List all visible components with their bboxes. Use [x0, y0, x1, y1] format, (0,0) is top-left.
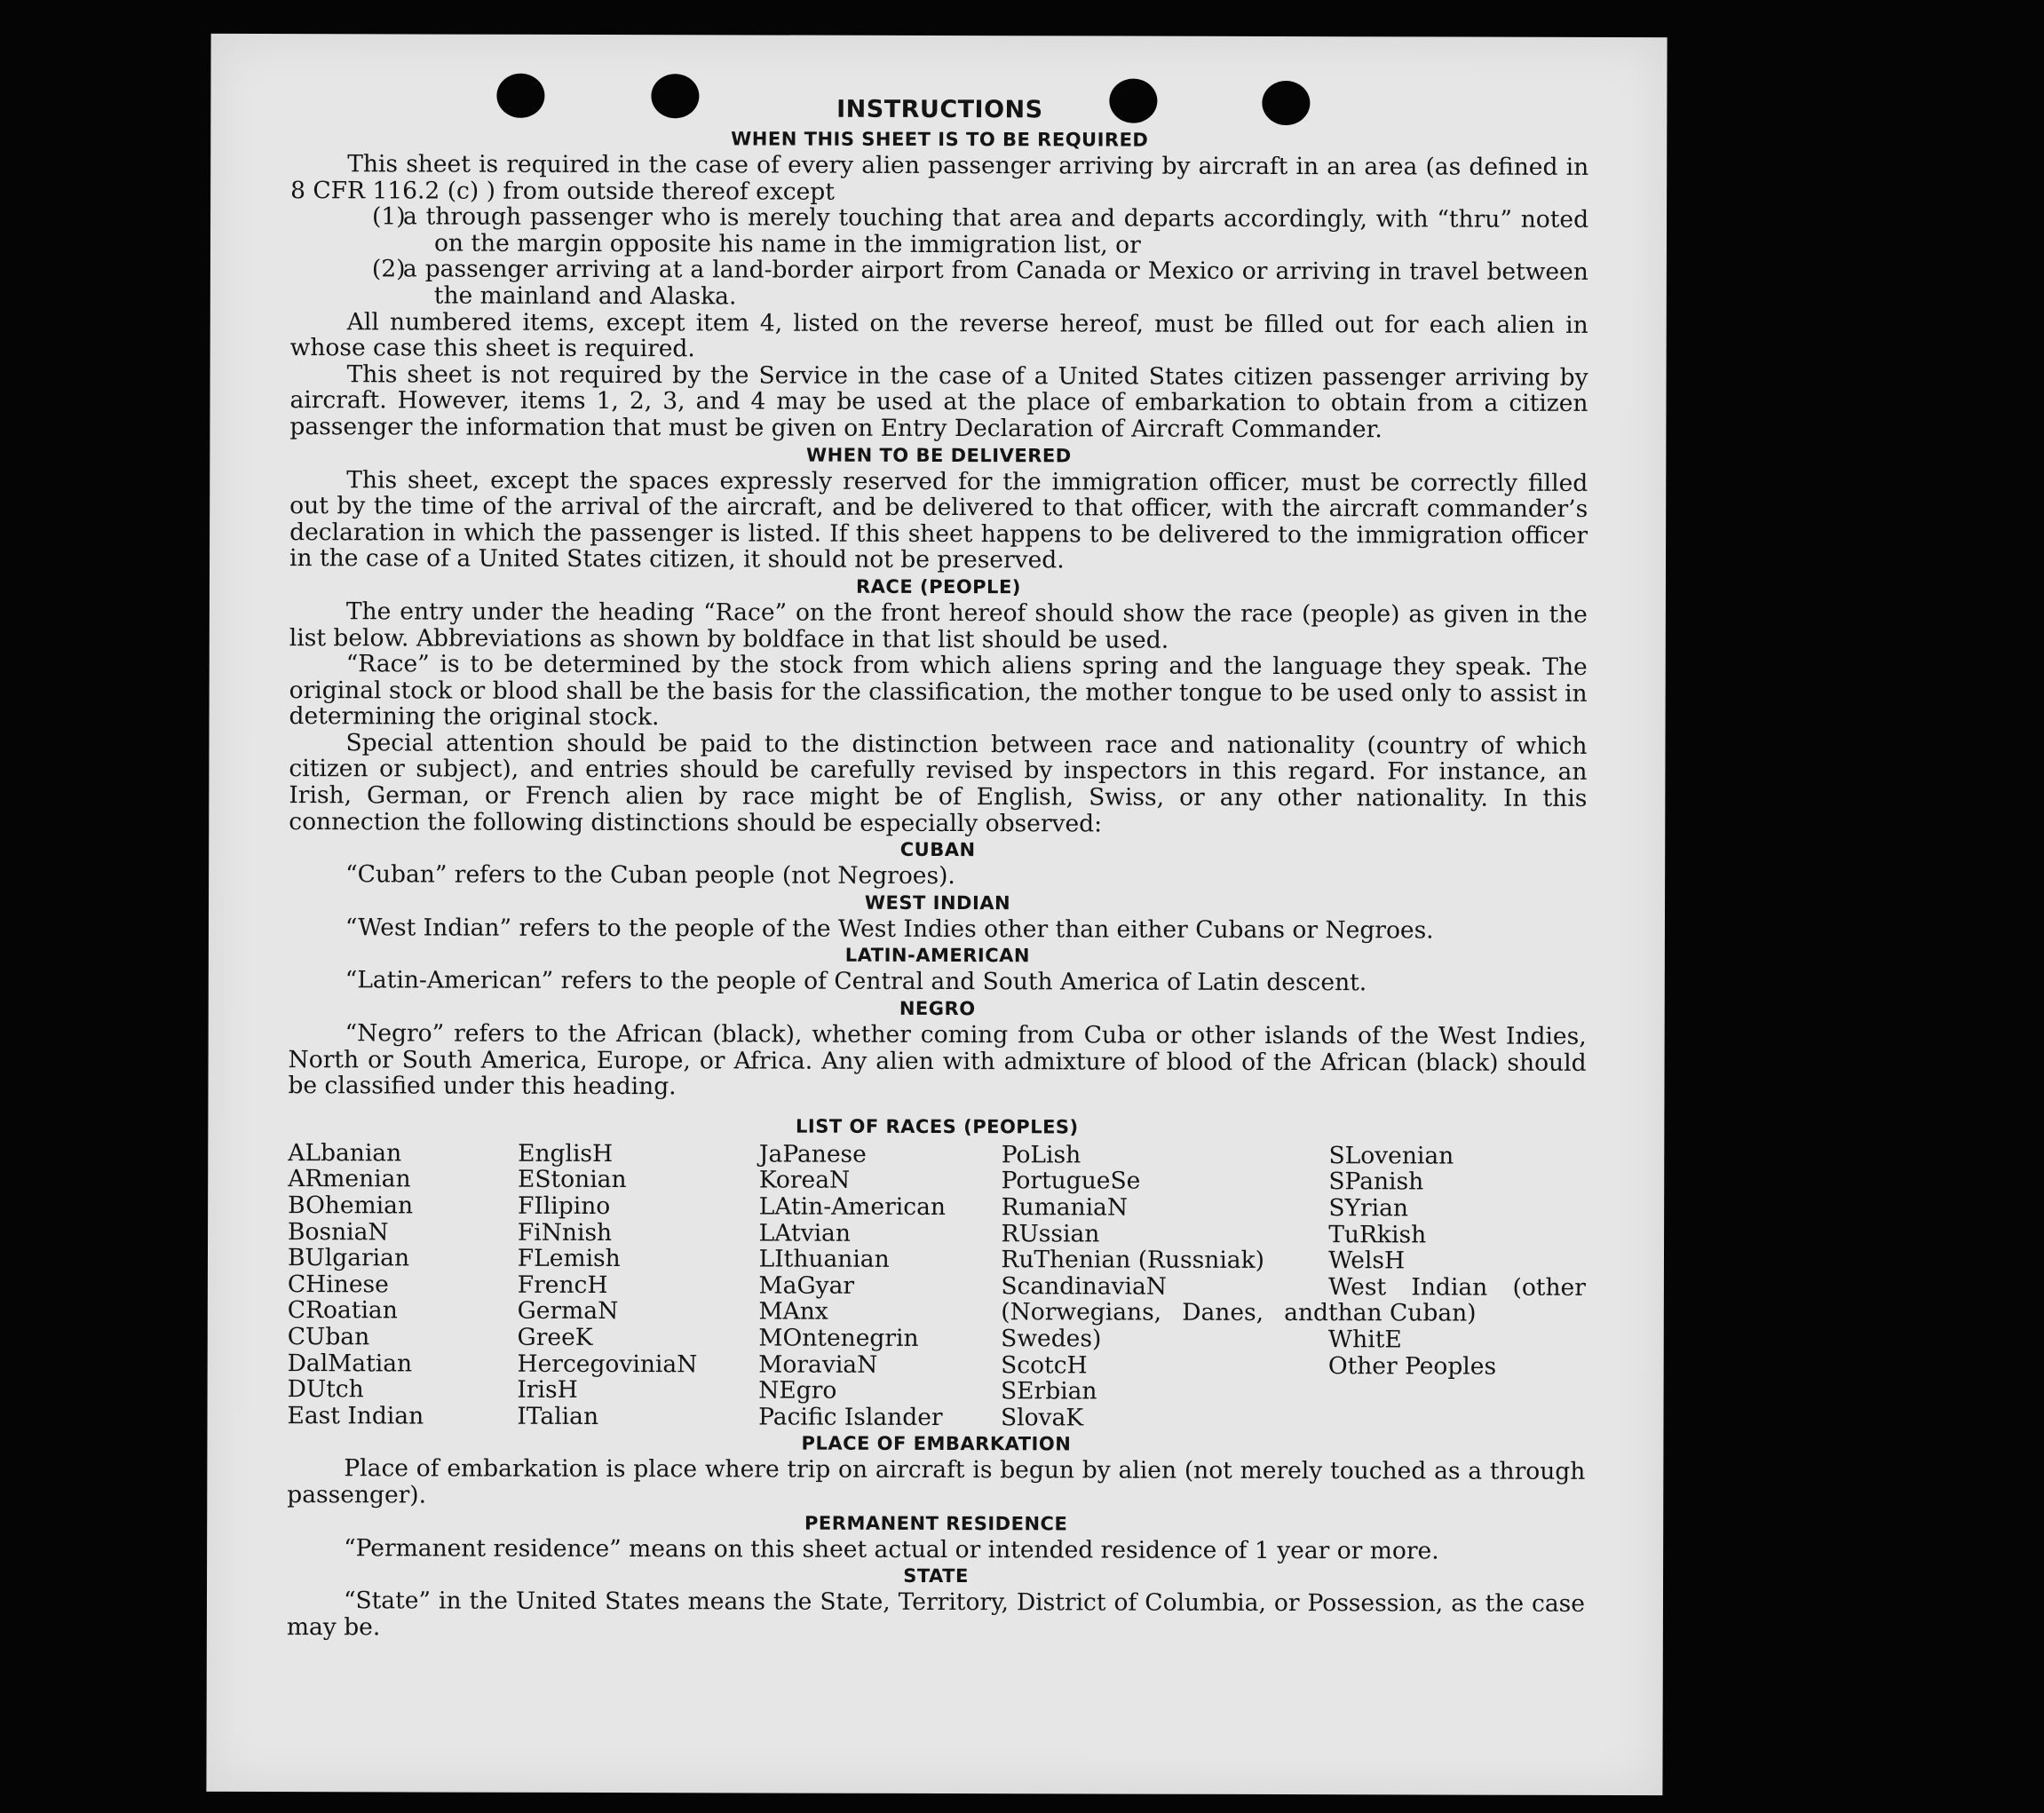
list-item	[371, 255, 1588, 313]
document-page	[206, 34, 1667, 1795]
races-list	[287, 1140, 1586, 1432]
race-entry: LAtvian	[758, 1219, 851, 1247]
races-column	[758, 1141, 1002, 1430]
race-entry: RumaniaN	[1001, 1193, 1129, 1222]
race-entry: SLovenian	[1328, 1141, 1454, 1170]
races-column	[287, 1140, 518, 1429]
race-entry: CUban	[287, 1323, 370, 1351]
race-entry: ITalian	[517, 1402, 599, 1430]
race-entry: IrisH	[517, 1375, 578, 1405]
section-heading: CUBAN	[899, 839, 976, 861]
paragraph: The entry under the heading “Race” on the front hereof should show the race (people) as given in the list below. Abbreviations as shown by boldface in that list should be used.	[289, 598, 1588, 654]
instructions-body	[287, 92, 1589, 1643]
race-entry: West Indian (other than Cuban)	[1327, 1272, 1586, 1327]
race-entry: East Indian	[287, 1401, 424, 1430]
races-column	[517, 1141, 759, 1430]
race-entry: PoLish	[1001, 1141, 1081, 1169]
item-number: (2)	[371, 255, 406, 283]
race-entry: BUlgarian	[287, 1244, 410, 1272]
race-entry: ALbanian	[288, 1138, 402, 1168]
race-entry: ScotcH	[1001, 1350, 1088, 1380]
race-entry: SPanish	[1328, 1168, 1424, 1196]
section-heading: PERMANENT RESIDENCE	[804, 1512, 1068, 1534]
race-entry: EnglisH	[518, 1139, 614, 1168]
race-entry: WelsH	[1328, 1247, 1406, 1275]
race-entry: BOhemian	[288, 1192, 414, 1220]
section-heading: LATIN-AMERICAN	[844, 945, 1030, 967]
section-heading: PLACE OF EMBARKATION	[801, 1432, 1072, 1455]
race-entry: SYrian	[1328, 1194, 1409, 1223]
races-column	[1001, 1142, 1329, 1431]
race-entry: DUtch	[287, 1375, 364, 1404]
race-entry: GreeK	[517, 1323, 593, 1351]
race-entry: WhitE	[1327, 1326, 1402, 1354]
list-item	[372, 202, 1589, 260]
paragraph: This sheet is not required by the Service in the case of a United States citizen passenger arriving by aircraft. However, items 1, 2, 3, and 4 may be used at the place of embarkation to obtain from a citizen passenger the information that must be given on Entry Declaration of Aircraft Commander.	[289, 360, 1588, 444]
race-entry: RUssian	[1001, 1219, 1100, 1248]
paragraph: “West Indian” refers to the people of the West Indies other than either Cubans or Negroes.	[345, 914, 1434, 945]
item-text: a through passenger who is merely touching that area and departs accordingly, with “thru” noted on the margin opposite his name in the immigration list, or	[403, 202, 1589, 259]
race-entry: LAtin-American	[758, 1192, 947, 1222]
race-entry: CHinese	[287, 1270, 389, 1299]
race-entry: NEgro	[758, 1376, 837, 1405]
paragraph: All numbered items, except item 4, listed on the reverse hereof, must be filled out for each alien in whose case this sheet is required.	[289, 307, 1588, 363]
race-entry: DalMatian	[287, 1349, 413, 1378]
page-title: INSTRUCTIONS	[836, 95, 1043, 124]
section-heading: NEGRO	[899, 997, 976, 1020]
paragraph: Special attention should be paid to the distinction between race and nationality (country of which citizen or subject), and entries should be carefully revised by inspectors in this regard. For instance, an Irish, German, or French alien by race might be of English, Swiss, or any other nationality. In this connection the following distinctions should be especially observed:	[289, 729, 1588, 838]
race-entry: TuRkish	[1328, 1220, 1427, 1249]
race-entry: FiNnish	[517, 1218, 613, 1247]
race-entry: JaPanese	[758, 1140, 867, 1168]
race-entry: KoreaN	[758, 1166, 851, 1195]
item-number: (1)	[372, 202, 406, 231]
section-heading: WHEN THIS SHEET IS TO BE REQUIRED	[731, 128, 1149, 151]
race-entry: MoraviaN	[758, 1350, 878, 1379]
race-entry: LIthuanian	[758, 1245, 890, 1274]
races-column	[1328, 1143, 1587, 1432]
paragraph: “State” in the United States means the State, Territory, District of Columbia, or Possession, as the case may be.	[286, 1587, 1586, 1642]
race-entry: FLemish	[517, 1244, 621, 1273]
race-entry: PortugueSe	[1001, 1167, 1141, 1196]
race-entry: EStonian	[518, 1166, 627, 1194]
race-entry: HercegoviniaN	[517, 1350, 698, 1378]
race-entry: ScandinaviaN (Norwegians, Danes, and Swedes)	[1001, 1271, 1329, 1353]
paragraph: “Permanent residence” means on this sheet actual or intended residence of 1 year or more.	[344, 1533, 1439, 1565]
race-entry: Other Peoples	[1327, 1351, 1497, 1381]
race-entry: FrencH	[517, 1271, 608, 1299]
paragraph: “Negro” refers to the African (black), whether coming from Cuba or other islands of the West Indies, North or South America, Europe, or Africa. Any alien with admixture of blood of the African (black) should be classified under this heading.	[288, 1019, 1587, 1101]
race-entry: CRoatian	[287, 1296, 398, 1325]
race-entry: MOntenegrin	[758, 1324, 919, 1352]
race-entry: ARmenian	[288, 1165, 411, 1193]
race-entry: Pacific Islander	[758, 1403, 943, 1431]
race-entry: MaGyar	[758, 1271, 855, 1300]
race-entry: FIlipino	[517, 1192, 611, 1221]
section-heading: WEST INDIAN	[864, 891, 1011, 914]
paragraph: This sheet is required in the case of every alien passenger arriving by aircraft in an area (as defined in 8 CFR 116.2 (c) ) from outside thereof except	[290, 150, 1589, 206]
paragraph: Place of embarkation is place where trip on aircraft is begun by alien (not merely touched as a through passenger).	[287, 1454, 1586, 1509]
section-heading: WHEN TO BE DELIVERED	[805, 444, 1072, 466]
race-entry: GermaN	[517, 1297, 619, 1326]
paragraph: This sheet, except the spaces expressly reserved for the immigration officer, must be correctly filled out by the time of the arrival of the aircraft, and be delivered to that officer, with the aircraft commander’s declaration in which the passenger is listed. If this sheet happens to be delivered to the immigration officer in the case of a United States citizen, it should not be preserved.	[289, 465, 1588, 574]
section-heading: RACE (PEOPLE)	[855, 575, 1021, 598]
item-text: a passenger arriving at a land-border airport from Canada or Mexico or arriving in travel between the mainland and Alaska.	[402, 255, 1588, 311]
race-entry: SlovaK	[1000, 1403, 1084, 1432]
section-heading: LIST OF RACES (PEOPLES)	[796, 1115, 1079, 1138]
paragraph: “Race” is to be determined by the stock from which aliens spring and the language they speak. The original stock or blood shall be the basis for the classification, the mother tongue to be used only to assist in determining the original stock.	[289, 650, 1588, 732]
section-heading: STATE	[903, 1565, 969, 1587]
race-entry: MAnx	[758, 1297, 828, 1326]
paragraph: “Latin-American” refers to the people of Central and South America of Latin descent.	[345, 966, 1367, 997]
paragraph: “Cuban” refers to the Cuban people (not Negroes).	[345, 860, 955, 891]
race-entry: RuThenian (Russniak)	[1001, 1246, 1265, 1275]
race-entry: BosniaN	[288, 1217, 389, 1246]
race-entry: SErbian	[1001, 1377, 1097, 1405]
